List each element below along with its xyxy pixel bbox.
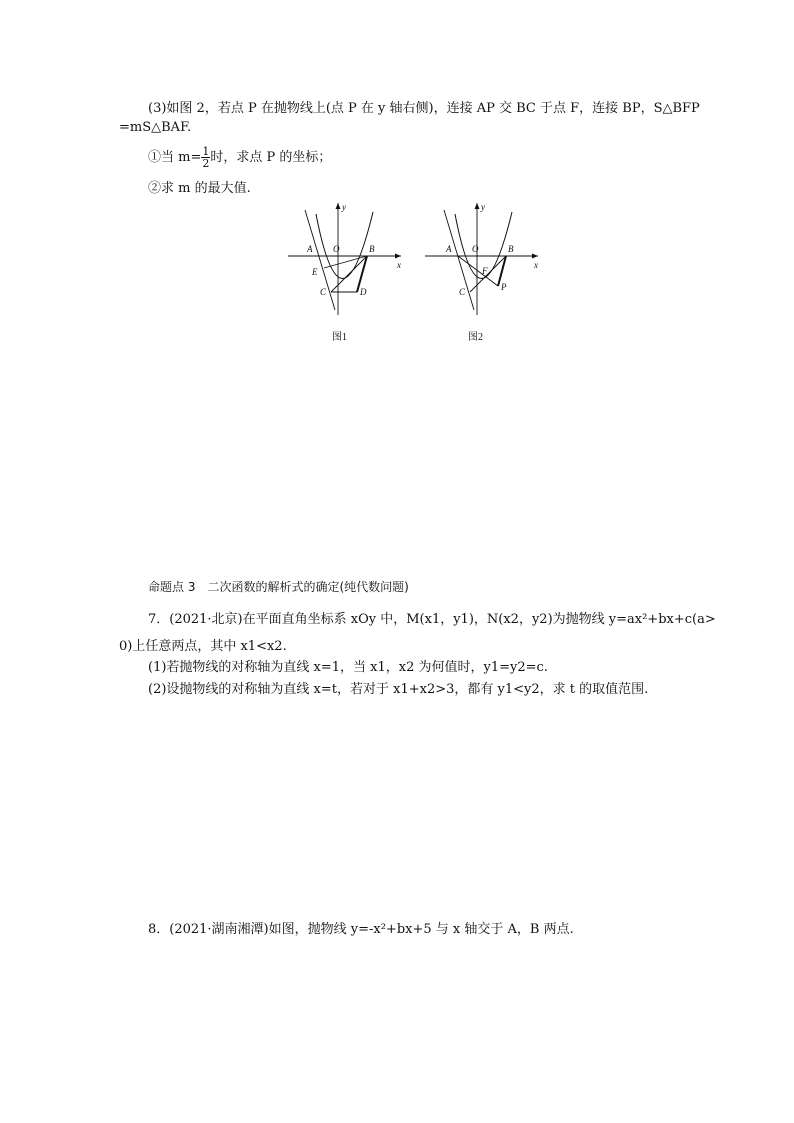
- part3-question1: [148, 146, 331, 169]
- y-axis-arrow: [336, 203, 341, 209]
- part3-line2: =mS△BAF.: [119, 120, 192, 135]
- problem-7-part1: (1)若抛物线的对称轴为直线 x=1，当 x1，x2 为何值时，y1=y2=c.: [148, 660, 548, 675]
- problem-7-line1: 7．(2021·北京)在平面直角坐标系 xOy 中，M(x1，y1)，N(x2，y2)为抛物线 y=ax²+bx+c(a>: [148, 612, 716, 627]
- section-3-title: 命题点 3 二次函数的解析式的确定(纯代数问题): [148, 580, 409, 594]
- fraction-numerator: 1: [202, 145, 210, 158]
- label-a: A: [446, 244, 452, 254]
- problem-7-line2: 0)上任意两点，其中 x1<x2.: [119, 639, 287, 654]
- label-o: O: [472, 244, 479, 254]
- figure-2-caption: 图2: [468, 332, 483, 343]
- part3-line1: (3)如图 2，若点 P 在抛物线上(点 P 在 y 轴右侧)，连接 AP 交 BC 于点 F，连接 BP，S△BFP: [148, 101, 700, 116]
- label-x: x: [397, 260, 401, 270]
- y-axis-arrow: [475, 203, 480, 209]
- segment-ap: [458, 256, 498, 286]
- label-p: P: [501, 282, 507, 292]
- x-axis-arrow: [532, 254, 538, 259]
- label-y: y: [342, 202, 346, 212]
- figure-1-graph: [283, 200, 408, 320]
- figure-1-caption: 图1: [332, 332, 347, 343]
- figure-2: [422, 200, 547, 343]
- label-o: O: [333, 244, 340, 254]
- label-e: E: [312, 267, 318, 277]
- label-b: B: [508, 244, 514, 254]
- problem-7-part2: (2)设抛物线的对称轴为直线 x=t，若对于 x1+x2>3，都有 y1<y2，求 t 的取值范围.: [148, 682, 649, 697]
- figure-2-graph: [422, 200, 547, 320]
- label-y: y: [481, 202, 485, 212]
- label-c: C: [459, 287, 466, 297]
- label-c: C: [320, 287, 327, 297]
- label-x: x: [534, 260, 538, 270]
- fraction-one-half: [201, 146, 210, 169]
- q1-after: 时，求点 P 的坐标；: [210, 150, 332, 165]
- label-a: A: [307, 244, 313, 254]
- label-f: F: [482, 266, 488, 276]
- fraction-denominator: 2: [202, 157, 210, 170]
- q1-before: ①当 m=: [148, 150, 202, 165]
- part3-question2: ②求 m 的最大值.: [148, 181, 251, 196]
- problem-8-line1: 8．(2021·湖南湘潭)如图，抛物线 y=-x²+bx+5 与 x 轴交于 A，B 两点.: [148, 922, 574, 937]
- label-b: B: [369, 244, 375, 254]
- figure-1: [283, 200, 408, 343]
- x-axis-arrow: [395, 254, 401, 259]
- label-d: D: [360, 287, 367, 297]
